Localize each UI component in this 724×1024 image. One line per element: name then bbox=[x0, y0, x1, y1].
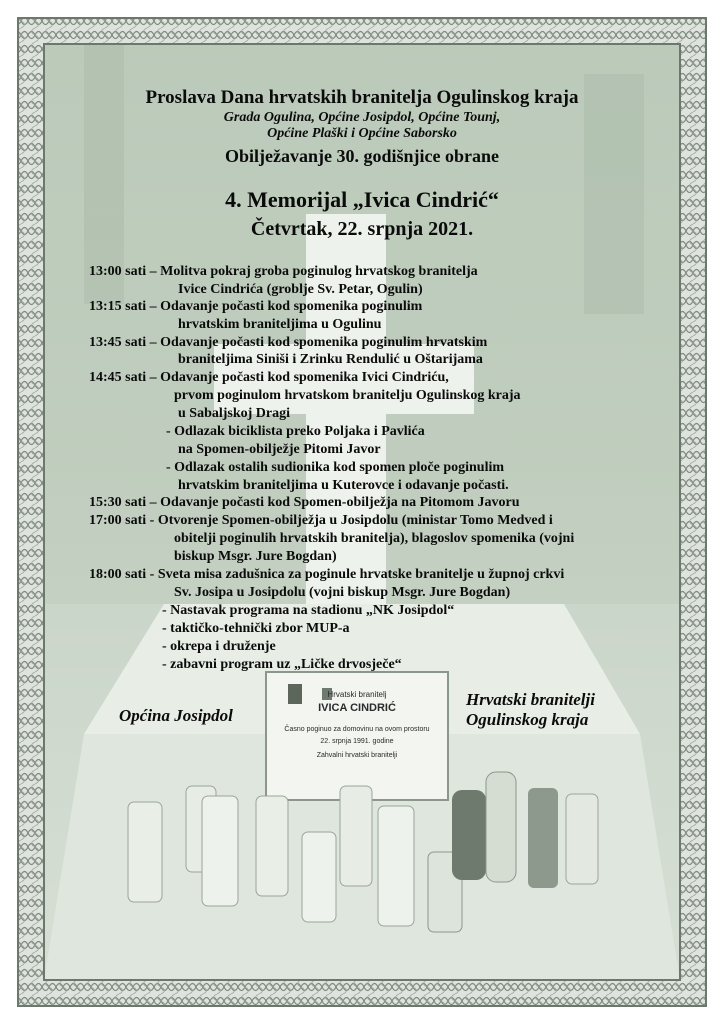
program-line: - zabavni program uz „Ličke drvosječe“ bbox=[162, 657, 402, 672]
event-title: Proslava Dana hrvatskih branitelja Ogulinskog kraja bbox=[145, 87, 579, 108]
program-line: Ivice Cindrića (groblje Sv. Petar, Ogulin) bbox=[178, 282, 423, 297]
program-line: obitelji poginulih hrvatskih branitelja), blagoslov spomenika (vojni bbox=[174, 531, 575, 546]
program-line: 13:15 sati – Odavanje počasti kod spomenika poginulim bbox=[89, 299, 423, 314]
signature-branitelji-line2: Ogulinskog kraja bbox=[466, 710, 589, 729]
program-line: 17:00 sati - Otvorenje Spomen-obilježja u Josipdolu (ministar Tomo Medved i bbox=[89, 513, 553, 528]
program-line: - Odlazak biciklista preko Poljaka i Pavlića bbox=[166, 424, 425, 439]
program-line: 13:00 sati – Molitva pokraj groba poginulog hrvatskog branitelja bbox=[89, 264, 478, 279]
program-line: 15:30 sati – Odavanje počasti kod Spomen-obilježja na Pitomom Javoru bbox=[89, 495, 520, 510]
program-line: 14:45 sati – Odavanje počasti kod spomenika Ivici Cindriću, bbox=[89, 370, 449, 385]
anniversary-heading: Obilježavanje 30. godišnjice obrane bbox=[225, 146, 499, 166]
program-line: - taktičko-tehnički zbor MUP-a bbox=[162, 621, 350, 636]
memorial-heading: 4. Memorijal „Ivica Cindrić“ bbox=[225, 187, 499, 212]
plaque-line3: Časno poginuo za domovinu na ovom prostoru bbox=[284, 726, 430, 733]
program-line: hrvatskim braniteljima u Ogulinu bbox=[178, 317, 382, 332]
program-line: hrvatskim braniteljima u Kuterovce i odavanje počasti. bbox=[178, 478, 509, 493]
program-line: 13:45 sati – Odavanje počasti kod spomenika poginulim hrvatskim bbox=[89, 335, 488, 350]
event-subtitle-line2: Općine Plaški i Općine Saborsko bbox=[267, 126, 457, 141]
plaque-line1: Hrvatski branitelj bbox=[327, 690, 387, 699]
program-line: na Spomen-obilježje Pitomi Javor bbox=[178, 442, 381, 457]
event-date: Četvrtak, 22. srpnja 2021. bbox=[250, 218, 474, 240]
signature-opcina-josipdol: Općina Josipdol bbox=[119, 706, 233, 725]
program-line: u Sabaljskoj Dragi bbox=[178, 406, 291, 421]
program-line: - Nastavak programa na stadionu „NK Josipdol“ bbox=[162, 603, 455, 618]
program-line: prvom poginulom hrvatskom branitelju Ogulinskog kraja bbox=[174, 388, 521, 403]
program-line: braniteljima Siniši i Zrinku Rendulić u Oštarijama bbox=[178, 352, 483, 367]
plaque-line4: 22. srpnja 1991. godine bbox=[320, 738, 394, 745]
program-line: - Odlazak ostalih sudionika kod spomen ploče poginulim bbox=[166, 460, 505, 475]
program-line: Sv. Josipa u Josipdolu (vojni biskup Msgr. Jure Bogdan) bbox=[174, 585, 511, 600]
plaque-line5: Zahvalni hrvatski branitelji bbox=[316, 752, 398, 759]
program-line: 18:00 sati - Sveta misa zadušnica za poginule hrvatske branitelje u župnoj crkvi bbox=[89, 567, 565, 582]
event-subtitle-line1: Grada Ogulina, Općine Josipdol, Općine Tounj, bbox=[223, 110, 501, 125]
program-line: biskup Msgr. Jure Bogdan) bbox=[174, 549, 337, 564]
program-line: - okrepa i druženje bbox=[162, 639, 276, 654]
plaque-name: IVICA CINDRIĆ bbox=[318, 702, 396, 714]
signature-branitelji-line1: Hrvatski branitelji bbox=[466, 690, 595, 709]
